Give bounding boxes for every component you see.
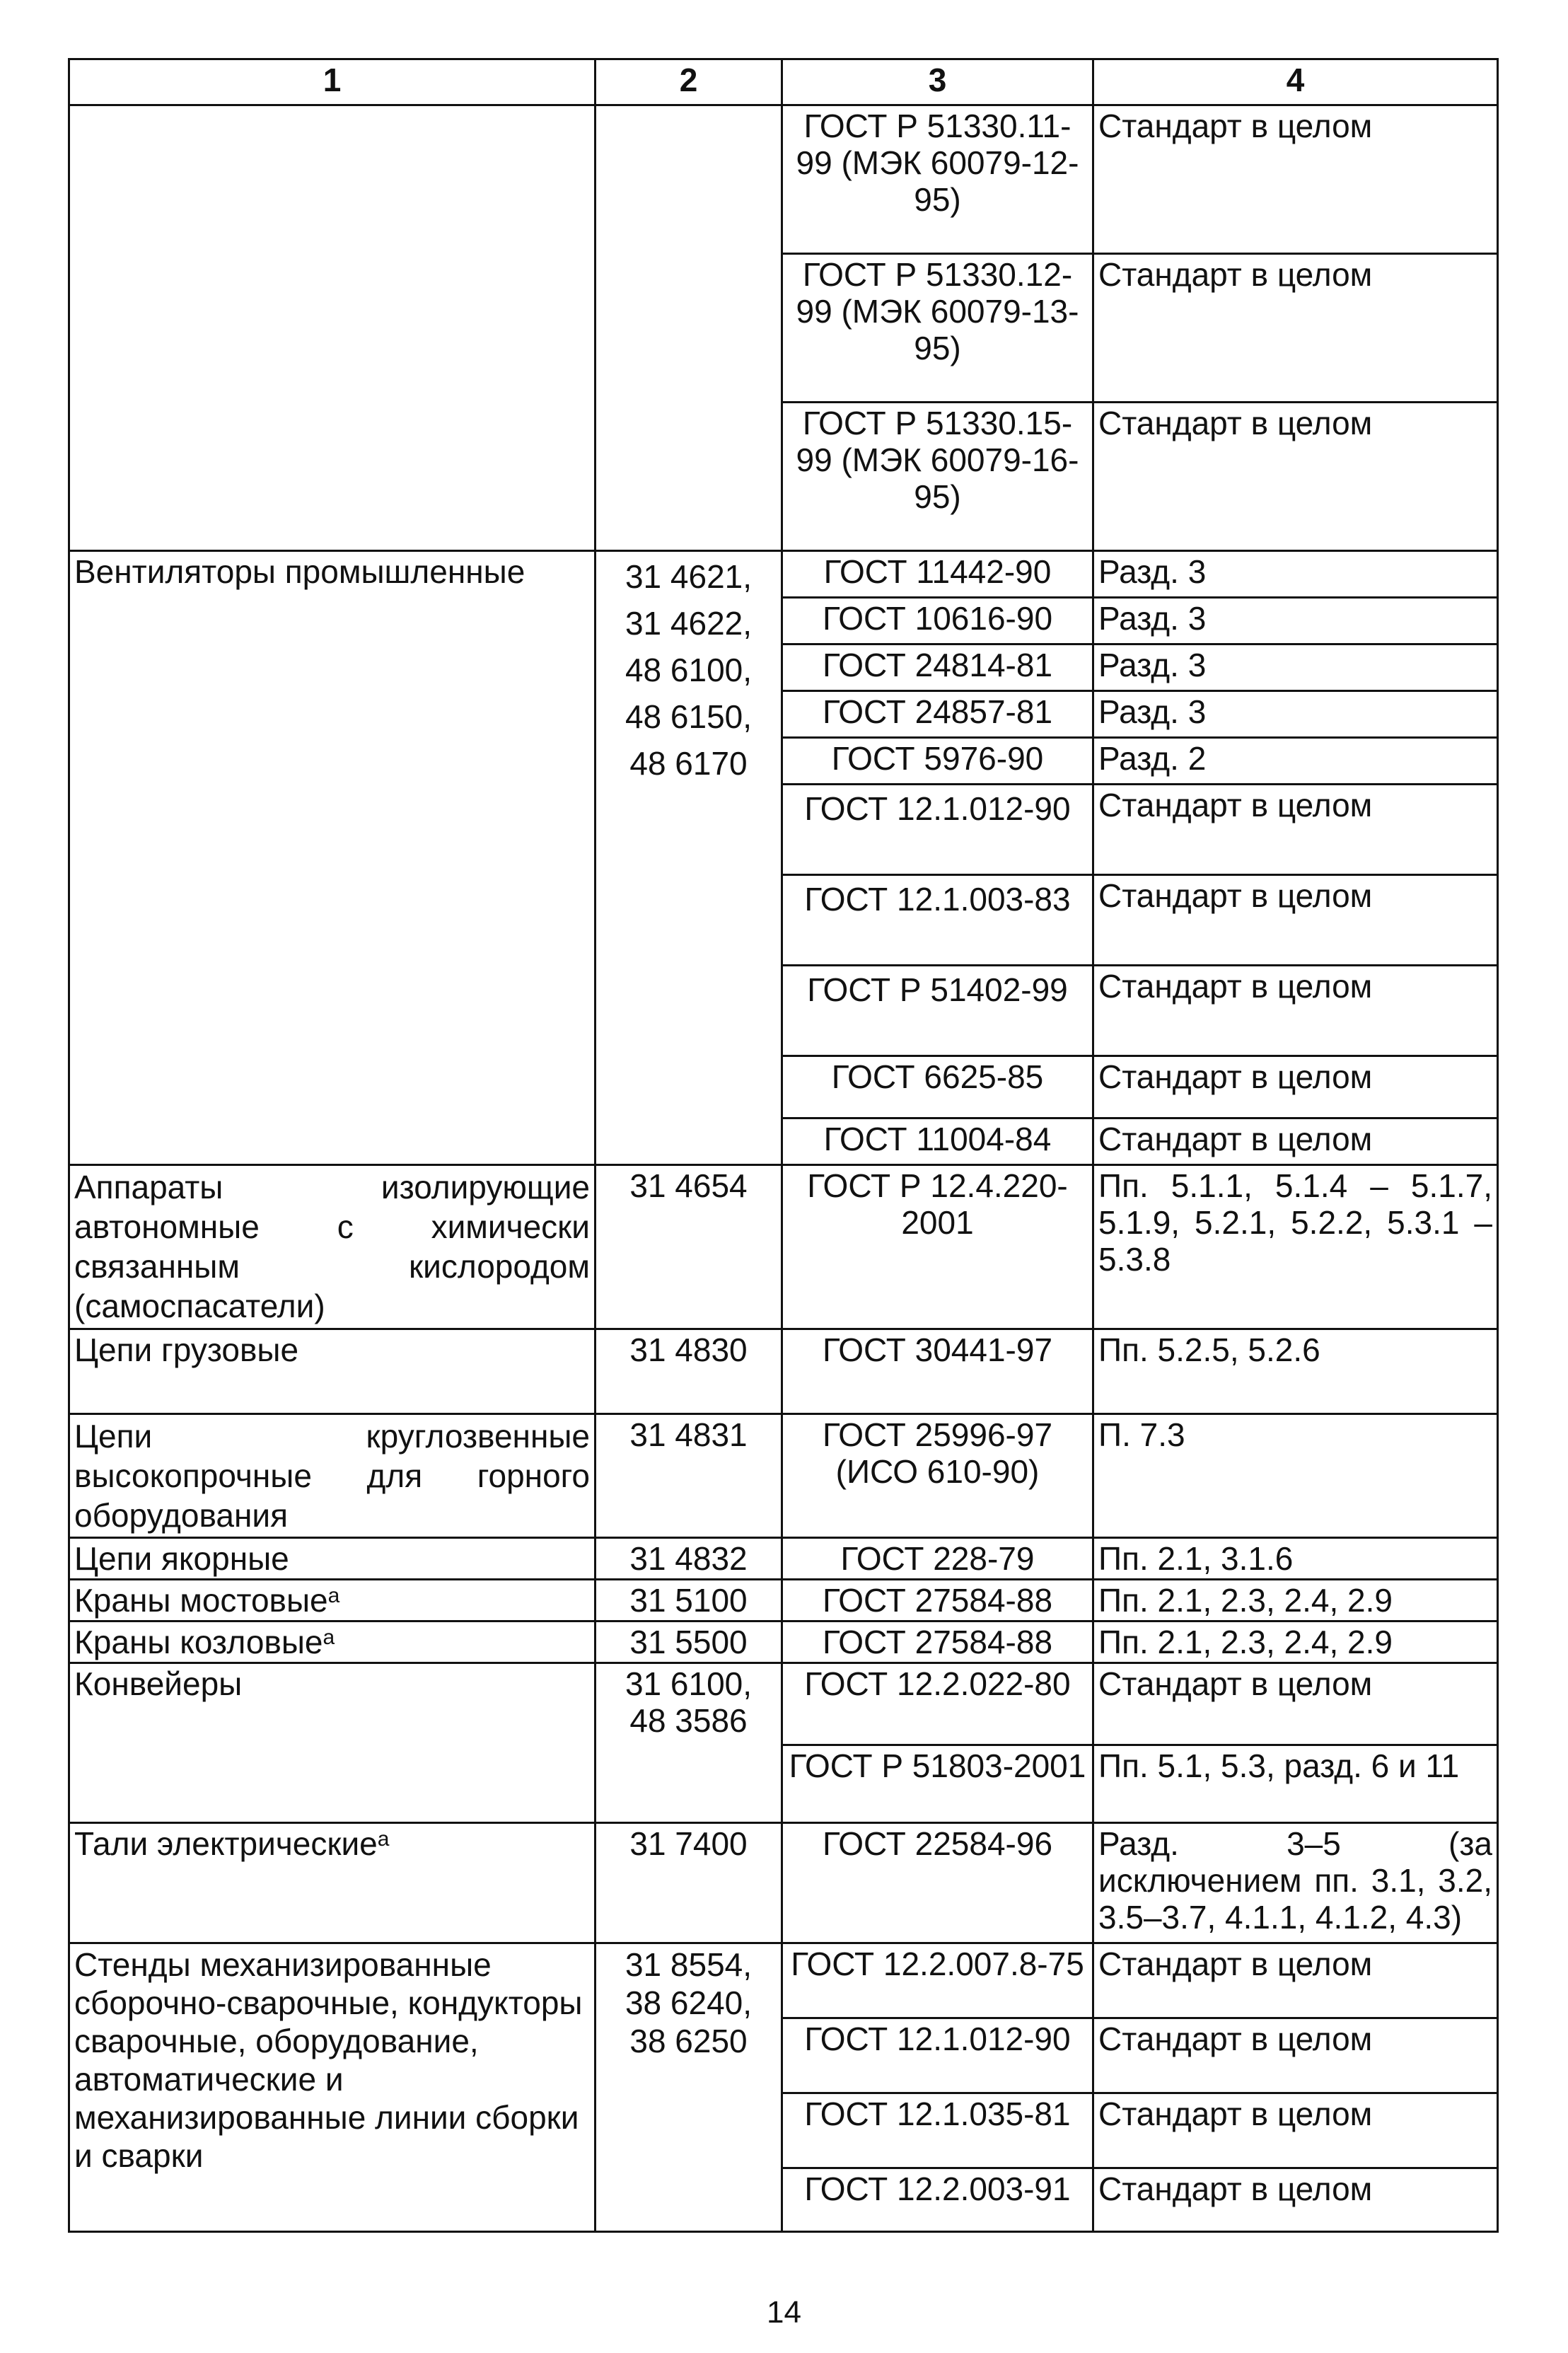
okp-code-cell: 31 4832 bbox=[596, 1538, 782, 1580]
clause-cell: Разд. 3 bbox=[1093, 644, 1498, 691]
okp-code-cell: 31 4621, 31 4622, 48 6100, 48 6150, 48 6170 bbox=[596, 551, 782, 1165]
clause-cell: Пп. 5.1.1, 5.1.4 – 5.1.7, 5.1.9, 5.2.1, 5.2.2, 5.3.1 – 5.3.8 bbox=[1093, 1165, 1498, 1329]
clause-cell: Пп. 2.1, 3.1.6 bbox=[1093, 1538, 1498, 1580]
standard-cell: ГОСТ Р 51330.11-99 (МЭК 60079-12-95) bbox=[782, 105, 1093, 254]
clause-cell: Стандарт в целом bbox=[1093, 1056, 1498, 1118]
clause-cell: Стандарт в целом bbox=[1093, 785, 1498, 875]
product-cell bbox=[69, 1580, 596, 1621]
standard-cell: ГОСТ 5976-90 bbox=[782, 738, 1093, 785]
clause-cell: Разд. 2 bbox=[1093, 738, 1498, 785]
okp-code-cell: 31 4830 bbox=[596, 1329, 782, 1414]
product-cell: Стенды механизированные сборочно-сварочные, кондукторы сварочные, оборудование, автоматические и механизированные линии сборки и сварки bbox=[69, 1943, 596, 2232]
standard-cell: ГОСТ Р 51330.15-99 (МЭК 60079-16-95) bbox=[782, 403, 1093, 551]
table-row bbox=[69, 1663, 1498, 1745]
clause-cell: Стандарт в целом bbox=[1093, 1118, 1498, 1165]
clause-cell: Стандарт в целом bbox=[1093, 875, 1498, 966]
table-row bbox=[69, 551, 1498, 598]
okp-code-cell: 31 7400 bbox=[596, 1823, 782, 1943]
clause-cell: Разд. 3 bbox=[1093, 691, 1498, 738]
okp-code-cell: 31 8554, 38 6240, 38 6250 bbox=[596, 1943, 782, 2232]
table-row bbox=[69, 1538, 1498, 1580]
standard-cell: ГОСТ 12.2.022-80 bbox=[782, 1663, 1093, 1745]
column-header-2: 2 bbox=[596, 59, 782, 105]
standard-cell: ГОСТ 12.1.035-81 bbox=[782, 2093, 1093, 2168]
product-cell bbox=[69, 1823, 596, 1943]
clause-cell: Пп. 5.2.5, 5.2.6 bbox=[1093, 1329, 1498, 1414]
clause-cell: Стандарт в целом bbox=[1093, 2168, 1498, 2232]
standard-cell: ГОСТ 6625-85 bbox=[782, 1056, 1093, 1118]
okp-code-cell bbox=[596, 105, 782, 551]
table-row bbox=[69, 1621, 1498, 1663]
footnote-mark: а bbox=[327, 1584, 340, 1607]
clause-cell: Стандарт в целом bbox=[1093, 1943, 1498, 2018]
okp-code-cell: 31 6100, 48 3586 bbox=[596, 1663, 782, 1823]
standard-cell: ГОСТ 228-79 bbox=[782, 1538, 1093, 1580]
standard-cell: ГОСТ 27584-88 bbox=[782, 1621, 1093, 1663]
page-number: 14 bbox=[767, 2295, 801, 2330]
standard-cell: ГОСТ Р 51803-2001 bbox=[782, 1745, 1093, 1823]
okp-code-cell: 31 5500 bbox=[596, 1621, 782, 1663]
clause-cell: Пп. 2.1, 2.3, 2.4, 2.9 bbox=[1093, 1621, 1498, 1663]
product-cell: Цепи грузовые bbox=[69, 1329, 596, 1414]
product-cell bbox=[69, 105, 596, 551]
clause-cell: Разд. 3 bbox=[1093, 551, 1498, 598]
standard-cell: ГОСТ 25996-97 (ИСО 610-90) bbox=[782, 1414, 1093, 1538]
standard-cell: ГОСТ 12.2.003-91 bbox=[782, 2168, 1093, 2232]
standards-table bbox=[68, 58, 1499, 2233]
product-label: Тали электрические bbox=[74, 1825, 378, 1862]
clause-cell: Стандарт в целом bbox=[1093, 2018, 1498, 2093]
standard-cell: ГОСТ 27584-88 bbox=[782, 1580, 1093, 1621]
clause-cell: П. 7.3 bbox=[1093, 1414, 1498, 1538]
clause-cell: Стандарт в целом bbox=[1093, 2093, 1498, 2168]
table-row bbox=[69, 1943, 1498, 2018]
footnote-mark: а bbox=[377, 1827, 390, 1851]
product-cell: Вентиляторы промышленные bbox=[69, 551, 596, 1165]
product-cell: Цепи якорные bbox=[69, 1538, 596, 1580]
product-cell: Конвейеры bbox=[69, 1663, 596, 1823]
standard-cell: ГОСТ 12.1.012-90 bbox=[782, 785, 1093, 875]
table-row bbox=[69, 105, 1498, 254]
clause-cell: Стандарт в целом bbox=[1093, 403, 1498, 551]
okp-code-cell: 31 4831 bbox=[596, 1414, 782, 1538]
okp-code-cell: 31 4654 bbox=[596, 1165, 782, 1329]
standard-cell: ГОСТ 12.2.007.8-75 bbox=[782, 1943, 1093, 2018]
standard-cell: ГОСТ 11442-90 bbox=[782, 551, 1093, 598]
column-header-3: 3 bbox=[782, 59, 1093, 105]
column-header-1: 1 bbox=[69, 59, 596, 105]
standard-cell: ГОСТ 10616-90 bbox=[782, 598, 1093, 644]
table-row bbox=[69, 1823, 1498, 1943]
table-row bbox=[69, 1329, 1498, 1414]
clause-cell: Пп. 2.1, 2.3, 2.4, 2.9 bbox=[1093, 1580, 1498, 1621]
table-row bbox=[69, 1580, 1498, 1621]
standard-cell: ГОСТ Р 51330.12-99 (МЭК 60079-13-95) bbox=[782, 254, 1093, 403]
table-header-row bbox=[69, 59, 1498, 105]
clause-cell: Стандарт в целом bbox=[1093, 1663, 1498, 1745]
standard-cell: ГОСТ 24814-81 bbox=[782, 644, 1093, 691]
clause-cell: Стандарт в целом bbox=[1093, 254, 1498, 403]
clause-cell: Стандарт в целом bbox=[1093, 105, 1498, 254]
footnote-mark: а bbox=[323, 1626, 335, 1649]
column-header-4: 4 bbox=[1093, 59, 1498, 105]
clause-cell: Разд. 3 bbox=[1093, 598, 1498, 644]
standard-cell: ГОСТ 30441-97 bbox=[782, 1329, 1093, 1414]
standard-cell: ГОСТ 11004-84 bbox=[782, 1118, 1093, 1165]
clause-cell: Стандарт в целом bbox=[1093, 966, 1498, 1056]
table-row bbox=[69, 1414, 1498, 1538]
clause-cell: Разд. 3–5 (за исключением пп. 3.1, 3.2, 3.5–3.7, 4.1.1, 4.1.2, 4.3) bbox=[1093, 1823, 1498, 1943]
product-cell: Аппараты изолирующие автономные с химически связанным кислородом (самоспасатели) bbox=[69, 1165, 596, 1329]
standard-cell: ГОСТ 12.1.003-83 bbox=[782, 875, 1093, 966]
table-row bbox=[69, 1165, 1498, 1329]
standard-cell: ГОСТ Р 12.4.220-2001 bbox=[782, 1165, 1093, 1329]
product-label: Краны козловые bbox=[74, 1624, 323, 1660]
product-cell bbox=[69, 1621, 596, 1663]
clause-cell: Пп. 5.1, 5.3, разд. 6 и 11 bbox=[1093, 1745, 1498, 1823]
product-cell: Цепи круглозвенные высокопрочные для горного оборудования bbox=[69, 1414, 596, 1538]
standard-cell: ГОСТ Р 51402-99 bbox=[782, 966, 1093, 1056]
okp-code-cell: 31 5100 bbox=[596, 1580, 782, 1621]
standard-cell: ГОСТ 22584-96 bbox=[782, 1823, 1093, 1943]
product-label: Краны мостовые bbox=[74, 1582, 328, 1619]
standard-cell: ГОСТ 12.1.012-90 bbox=[782, 2018, 1093, 2093]
standard-cell: ГОСТ 24857-81 bbox=[782, 691, 1093, 738]
